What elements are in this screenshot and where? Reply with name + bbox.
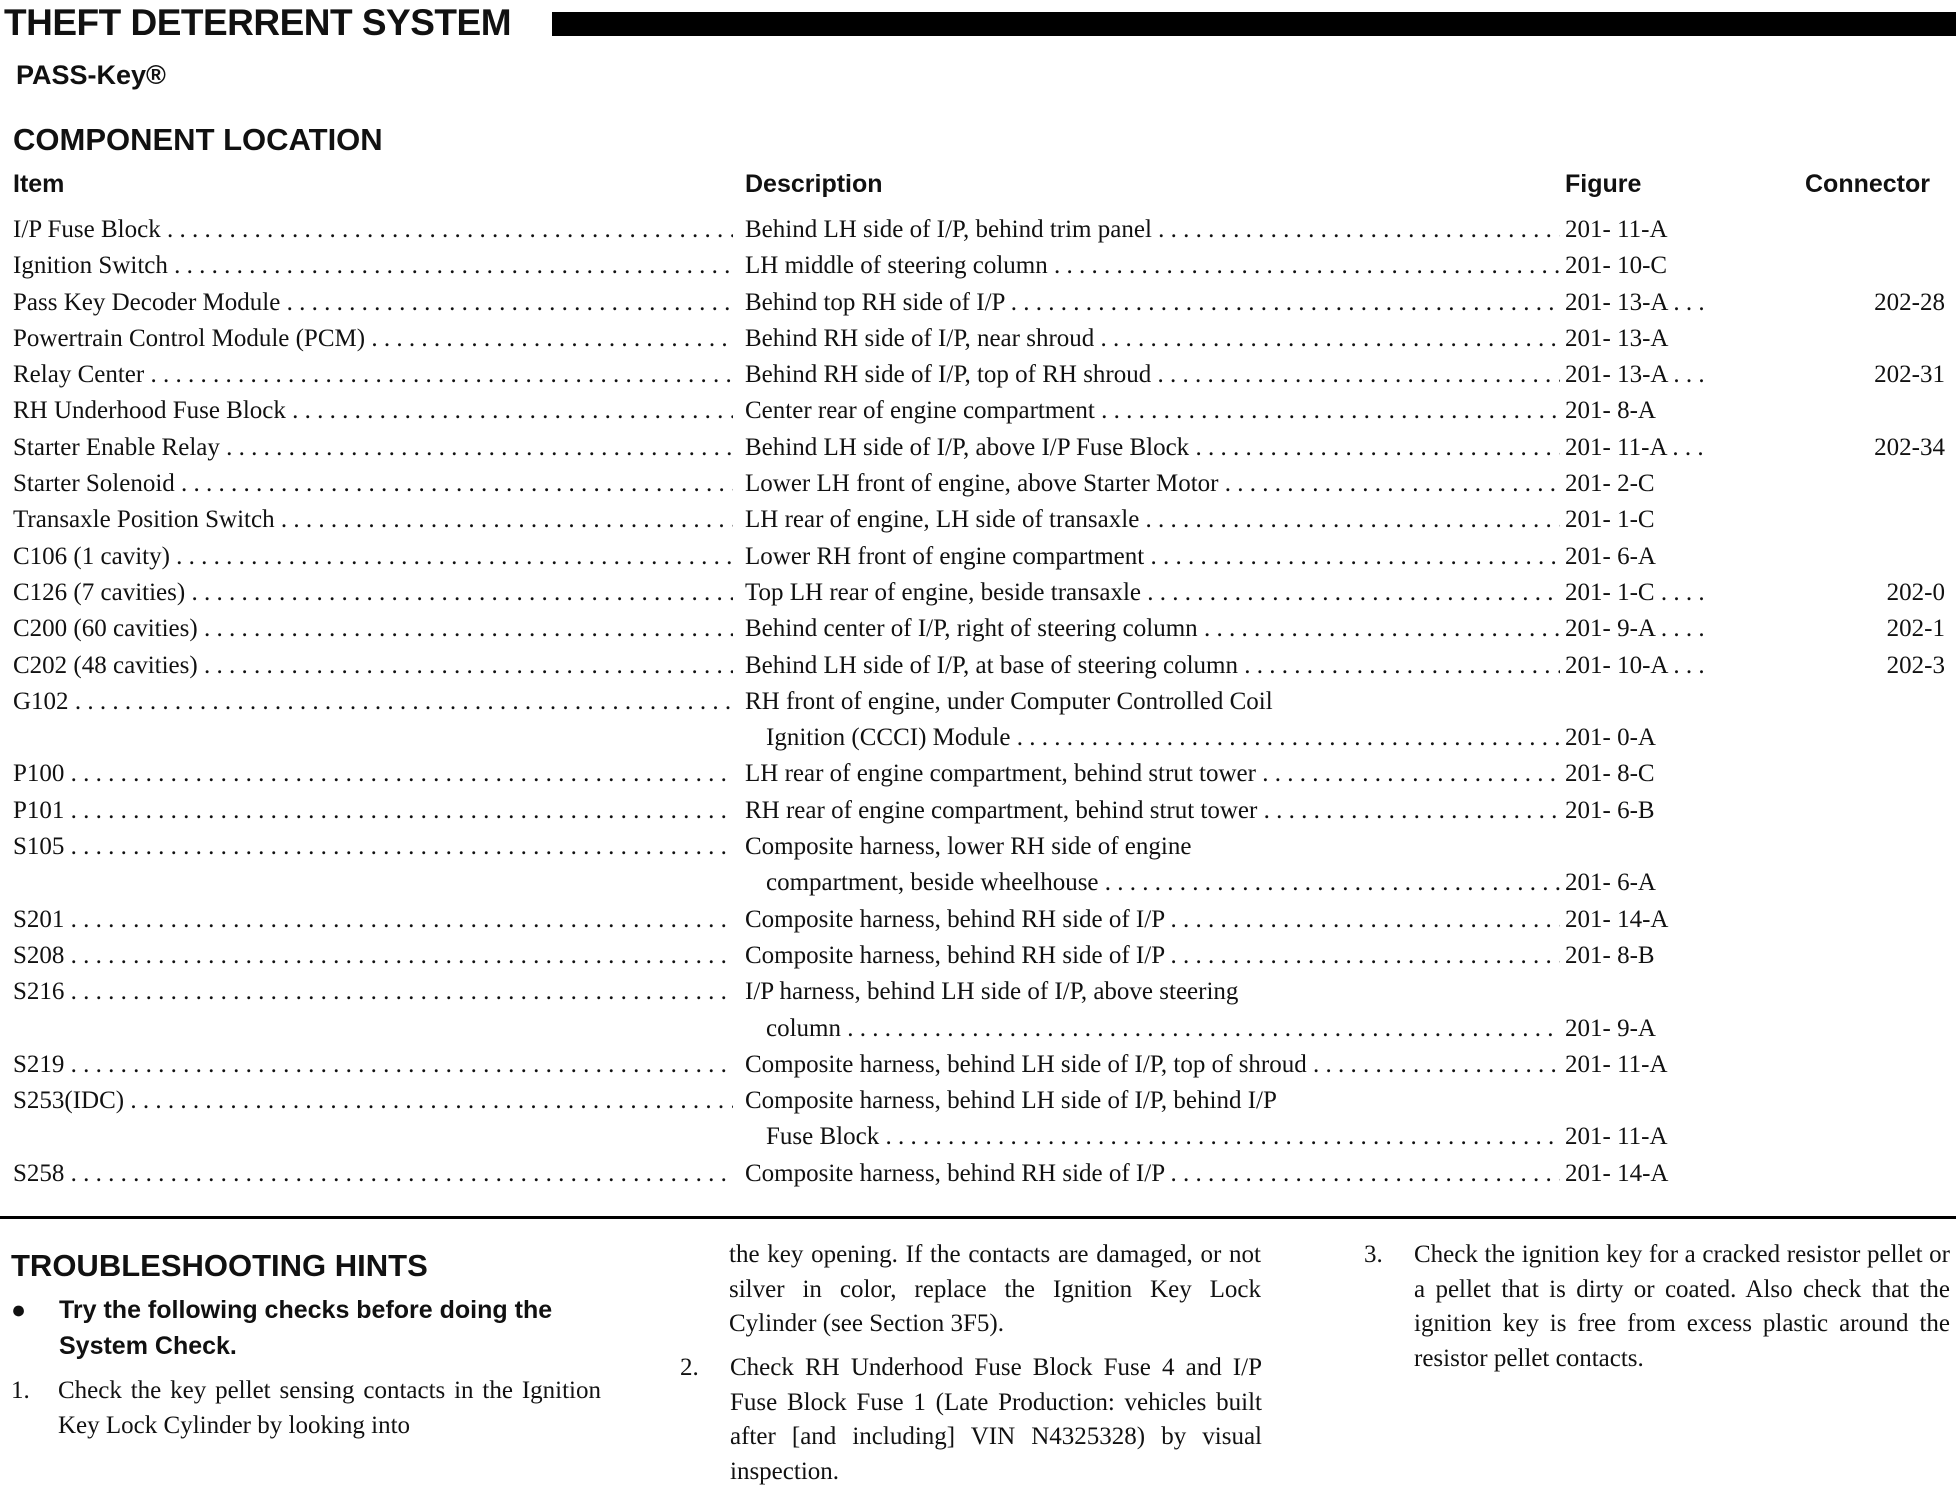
- connector-cell: 202-0: [1886, 578, 1945, 606]
- section-divider: [0, 1216, 1956, 1219]
- figure-cell: 201- 9-A: [1565, 1014, 1656, 1042]
- table-row: [0, 539, 1956, 575]
- connector-cell: 202-31: [1874, 361, 1945, 389]
- description-cell: RH rear of engine compartment, behind strut tower . . .: [745, 793, 1560, 829]
- table-row: [0, 212, 1956, 248]
- item-cell: Relay Center . . .: [13, 357, 733, 393]
- table-row: [0, 357, 1956, 393]
- description-cell: LH middle of steering column . . .: [745, 248, 1560, 284]
- description-cell: Center rear of engine compartment . . .: [745, 393, 1560, 429]
- description-cell: LH rear of engine compartment, behind strut tower . . .: [745, 756, 1560, 792]
- description-cell: Composite harness, behind RH side of I/P . . .: [745, 902, 1560, 938]
- connector-cell: 202-34: [1874, 433, 1945, 461]
- hint-number: 1.: [11, 1377, 30, 1404]
- hint-bullet-text: Try the following checks before doing the System Check.: [59, 1296, 553, 1360]
- description-cell: Behind RH side of I/P, near shroud . . .: [745, 321, 1560, 357]
- table-row: [0, 684, 1956, 757]
- table-row: [0, 1047, 1956, 1083]
- table-row: [0, 430, 1956, 466]
- table-row: [0, 974, 1956, 1047]
- item-cell: S219 . . .: [13, 1047, 733, 1083]
- title-rule: [552, 12, 1956, 36]
- figure-cell: 201- 2-C: [1565, 470, 1655, 498]
- column-header-figure: Figure: [1565, 170, 1642, 198]
- item-cell: S208 . . .: [13, 938, 733, 974]
- figure-cell: 201- 6-A: [1565, 542, 1656, 570]
- table-row: [0, 502, 1956, 538]
- table-row: [0, 1083, 1956, 1156]
- hint-text: Check RH Underhood Fuse Block Fuse 4 and I/P Fuse Block Fuse 1 (Late Production: vehicles built after [and including] VIN N4325328) by visual inspection.: [730, 1354, 1262, 1485]
- figure-cell: 201- 8-B: [1565, 941, 1655, 969]
- table-row: [0, 248, 1956, 284]
- item-cell: Powertrain Control Module (PCM) . . .: [13, 321, 733, 357]
- description-cell: Behind center of I/P, right of steering column . . .: [745, 611, 1560, 647]
- item-cell: RH Underhood Fuse Block . . .: [13, 393, 733, 429]
- figure-cell: 201- 11-A: [1565, 216, 1668, 243]
- figure-cell: 201- 1-C . . .: [1565, 575, 1705, 611]
- figure-cell: 201- 10-A . . .: [1565, 648, 1705, 684]
- column-header-connector: Connector: [1805, 170, 1930, 198]
- hint-text: the key opening. If the contacts are damaged, or not silver in color, replace the Ignition Key Lock Cylinder (see Section 3F5).: [729, 1241, 1261, 1337]
- connector-cell: 202-1: [1886, 615, 1945, 643]
- connector-cell: 202-3: [1886, 651, 1945, 679]
- table-row: [0, 829, 1956, 902]
- table-row: [0, 648, 1956, 684]
- hint-number: 2.: [680, 1354, 699, 1381]
- column-header-item: Item: [13, 170, 65, 198]
- table-row: [0, 756, 1956, 792]
- item-cell: C200 (60 cavities) . . .: [13, 611, 733, 647]
- item-cell: Transaxle Position Switch . . .: [13, 502, 733, 538]
- description-cell: Composite harness, behind LH side of I/P, behind I/P: [745, 1087, 1277, 1115]
- page-subtitle: PASS-Key®: [16, 60, 166, 90]
- description-cell: Composite harness, lower RH side of engine: [745, 833, 1192, 861]
- item-cell: S253(IDC) . . .: [13, 1083, 733, 1119]
- table-row: [0, 611, 1956, 647]
- description-cell: Composite harness, behind RH side of I/P . . .: [745, 938, 1560, 974]
- page-title: THEFT DETERRENT SYSTEM: [4, 2, 512, 43]
- figure-cell: 201- 11-A: [1565, 1123, 1668, 1151]
- header: [0, 0, 1956, 48]
- figure-cell: 201- 11-A . . .: [1565, 430, 1705, 466]
- bullet-icon: ●: [11, 1296, 27, 1324]
- component-table: [0, 212, 1956, 1192]
- description-cell: Behind top RH side of I/P . . .: [745, 285, 1560, 321]
- figure-cell: 201- 6-B: [1565, 796, 1655, 824]
- description-cell-continued: Ignition (CCCI) Module . . .: [766, 720, 1560, 756]
- item-cell: Ignition Switch . . .: [13, 248, 733, 284]
- item-cell: P100 . . .: [13, 756, 733, 792]
- figure-cell: 201- 8-A: [1565, 397, 1656, 425]
- table-row: [0, 466, 1956, 502]
- item-cell: C126 (7 cavities) . . .: [13, 575, 733, 611]
- table-row: [0, 938, 1956, 974]
- item-cell: Starter Enable Relay . . .: [13, 430, 733, 466]
- connector-cell: 202-28: [1874, 288, 1945, 316]
- item-cell: G102 . . .: [13, 684, 733, 720]
- description-cell: Behind LH side of I/P, above I/P Fuse Block . . .: [745, 430, 1560, 466]
- hint-text: Check the ignition key for a cracked resistor pellet or a pellet that is dirty or coated. Also check that the ignition key is free from excess plastic around the resistor pellet contacts.: [1414, 1241, 1950, 1372]
- item-cell: S258 . . .: [13, 1156, 733, 1192]
- description-cell-continued: Fuse Block . . .: [766, 1119, 1560, 1155]
- table-row: [0, 285, 1956, 321]
- description-cell: Behind LH side of I/P, behind trim panel . . .: [745, 212, 1560, 248]
- troubleshooting-hints: [0, 1238, 1956, 1504]
- table-row: [0, 793, 1956, 829]
- figure-cell: 201- 13-A: [1565, 324, 1669, 352]
- hint-text: Check the key pellet sensing contacts in the Ignition Key Lock Cylinder by looking into: [58, 1377, 601, 1439]
- figure-cell: 201- 13-A . . .: [1565, 357, 1705, 393]
- figure-cell: 201- 1-C: [1565, 506, 1655, 534]
- item-cell: P101 . . .: [13, 793, 733, 829]
- section-heading: COMPONENT LOCATION: [13, 122, 383, 157]
- description-cell: Lower LH front of engine, above Starter Motor . . .: [745, 466, 1560, 502]
- description-cell: I/P harness, behind LH side of I/P, above steering: [745, 978, 1239, 1006]
- description-cell-continued: column . . .: [766, 1011, 1560, 1047]
- item-cell: S216 . . .: [13, 974, 733, 1010]
- description-cell: Top LH rear of engine, beside transaxle . . .: [745, 575, 1560, 611]
- item-cell: I/P Fuse Block . . .: [13, 212, 733, 248]
- table-row: [0, 575, 1956, 611]
- figure-cell: 201- 8-C: [1565, 760, 1655, 788]
- hints-heading: TROUBLESHOOTING HINTS: [11, 1248, 428, 1283]
- description-cell: Behind RH side of I/P, top of RH shroud . . .: [745, 357, 1560, 393]
- description-cell: Lower RH front of engine compartment . . .: [745, 539, 1560, 575]
- figure-cell: 201- 10-C: [1565, 252, 1668, 280]
- item-cell: Starter Solenoid . . .: [13, 466, 733, 502]
- item-cell: Pass Key Decoder Module . . .: [13, 285, 733, 321]
- description-cell: Behind LH side of I/P, at base of steering column . . .: [745, 648, 1560, 684]
- figure-cell: 201- 14-A: [1565, 905, 1669, 933]
- item-cell: S201 . . .: [13, 902, 733, 938]
- description-cell-continued: compartment, beside wheelhouse . . .: [766, 865, 1560, 901]
- table-row: [0, 393, 1956, 429]
- column-header-description: Description: [745, 170, 883, 198]
- table-row: [0, 1156, 1956, 1192]
- figure-cell: 201- 14-A: [1565, 1159, 1669, 1187]
- item-cell: C202 (48 cavities) . . .: [13, 648, 733, 684]
- item-cell: S105 . . .: [13, 829, 733, 865]
- hint-number: 3.: [1364, 1241, 1383, 1268]
- figure-cell: 201- 9-A . . .: [1565, 611, 1705, 647]
- figure-cell: 201- 0-A: [1565, 724, 1656, 752]
- figure-cell: 201- 13-A . . .: [1565, 285, 1705, 321]
- figure-cell: 201- 11-A: [1565, 1050, 1668, 1078]
- table-row: [0, 321, 1956, 357]
- description-cell: LH rear of engine, LH side of transaxle . . .: [745, 502, 1560, 538]
- table-row: [0, 902, 1956, 938]
- description-cell: Composite harness, behind RH side of I/P . . .: [745, 1156, 1560, 1192]
- description-cell: Composite harness, behind LH side of I/P, top of shroud . . .: [745, 1047, 1560, 1083]
- description-cell: RH front of engine, under Computer Controlled Coil: [745, 687, 1273, 715]
- item-cell: C106 (1 cavity) . . .: [13, 539, 733, 575]
- figure-cell: 201- 6-A: [1565, 869, 1656, 897]
